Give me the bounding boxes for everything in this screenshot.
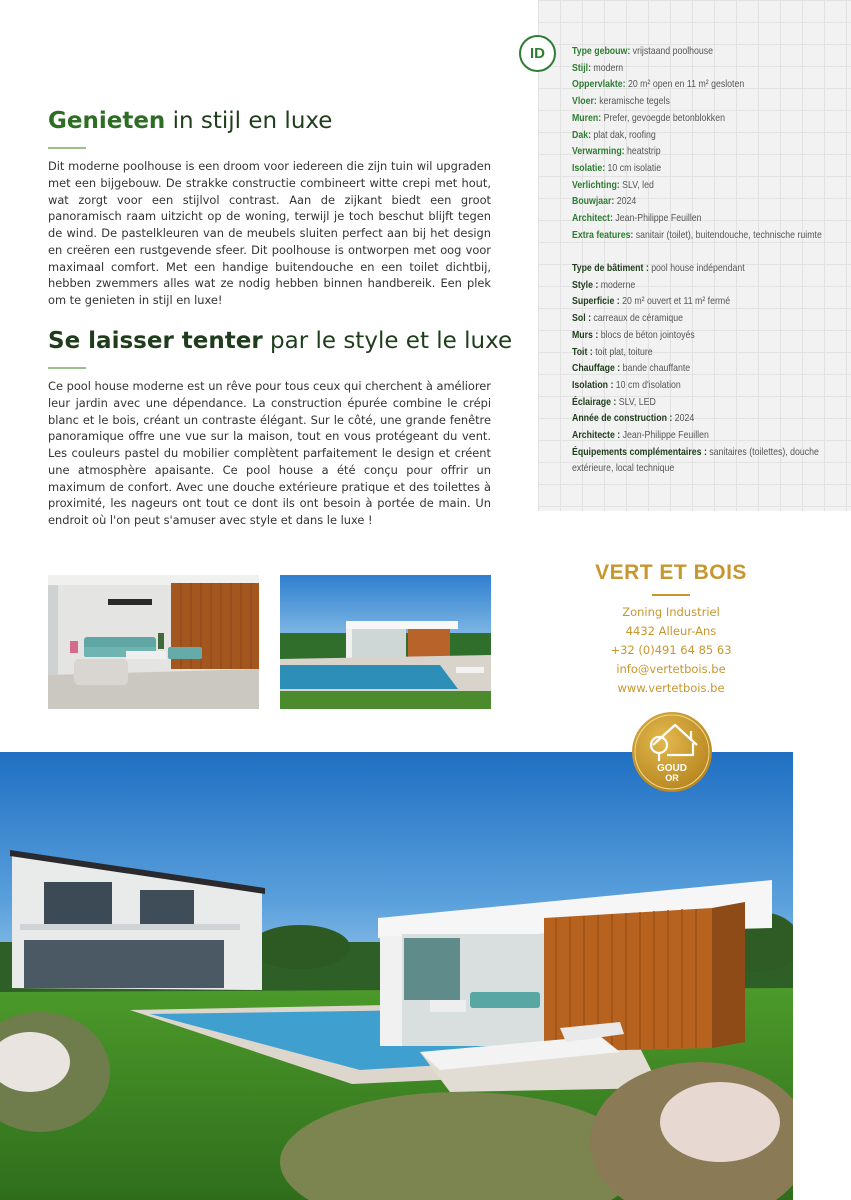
spec-row (572, 278, 804, 295)
company-phone[interactable]: +32 (0)491 64 85 63 (610, 643, 732, 657)
spec-row (572, 345, 804, 362)
spec-row (572, 311, 804, 328)
spec-row (572, 128, 804, 145)
spec-row (572, 228, 830, 245)
spec-key: Sol : (572, 313, 591, 325)
award-line-2: OR (665, 773, 679, 783)
spec-key: Dak: (572, 129, 592, 141)
spec-key: Superficie : (572, 296, 620, 308)
company-rule (652, 594, 690, 596)
fr-heading-bold: Se laisser tenter (48, 328, 263, 354)
nl-heading-rule (48, 147, 86, 149)
spec-value: plat dak, roofing (591, 129, 656, 141)
spec-value: SLV, led (619, 179, 654, 191)
id-badge: ID (519, 35, 556, 72)
spec-row (572, 395, 804, 412)
company-email[interactable]: info@vertetbois.be (616, 662, 726, 676)
company-address-2: 4432 Alleur-Ans (625, 624, 717, 638)
spec-row (572, 77, 804, 94)
spec-key: Bouwjaar: (572, 196, 615, 208)
spec-value: blocs de béton jointoyés (598, 329, 695, 341)
spec-key: Type de bâtiment : (572, 263, 649, 274)
award-line-1: GOUD (657, 763, 687, 774)
spec-key: Style : (572, 279, 599, 291)
spec-key: Éclairage : (572, 396, 617, 408)
spec-list-fr (572, 261, 819, 478)
spec-row (572, 445, 830, 478)
fr-heading-rest: par le style et le luxe (262, 328, 513, 354)
spec-key: Isolation : (572, 379, 614, 391)
spec-value: sanitaires (toilettes), douche extérieure, local technique (572, 446, 819, 475)
spec-row (572, 61, 804, 78)
gold-award-badge (631, 711, 713, 793)
company-address-1: Zoning Industriel (622, 605, 720, 619)
spec-key: Extra features: (572, 229, 634, 241)
company-website[interactable]: www.vertetbois.be (617, 681, 725, 695)
spec-key: Isolatie: (572, 162, 606, 174)
spec-row (572, 144, 804, 161)
spec-list-nl (572, 44, 822, 244)
spec-key: Toit : (572, 346, 593, 358)
nl-body: Dit moderne poolhouse is een droom voor iedereen die zijn tuin wil upgraden met een bijgebouw. De strakke constructie combineert witte crepi met hout, wat zorgt voor een stijlvol contrast. Aan de zijkant biedt een groot panoramisch raam uitzicht op de woning, terwijl je toch beschut blijft tegen de wind. De pastelkleuren van de meubels sluiten perfect aan bij het design en creëren een rustgevende sfeer. Dit poolhouse is ontworpen met oog voor maximaal comfort. Met een handige buitendouche en een toilet dichtbij, hebben zwemmers alles wat ze nodig hebben binnen handbereik. Een plek om te genieten in stijl en luxe! (48, 159, 491, 307)
spec-key: Vloer: (572, 96, 597, 108)
spec-key: Chauffage : (572, 363, 621, 375)
nl-heading-rest: in stijl en luxe (165, 108, 333, 134)
spec-value: 10 cm d'isolation (613, 379, 681, 391)
spec-value: pool house indépendant (648, 263, 745, 274)
spec-value: vrijstaand poolhouse (630, 46, 714, 57)
spec-row (572, 211, 804, 228)
spec-value: Jean-Philippe Feuillen (612, 213, 702, 225)
spec-key: Type gebouw: (572, 46, 631, 57)
spec-value: 2024 (672, 413, 695, 425)
spec-value: 20 m² open en 11 m² gesloten (625, 79, 745, 91)
spec-value: Jean-Philippe Feuillen (620, 430, 709, 442)
spec-key: Verwarming: (572, 146, 625, 158)
spec-row (572, 94, 804, 111)
spec-row (572, 294, 804, 311)
spec-value: carreaux de céramique (590, 313, 684, 325)
spec-row (572, 194, 804, 211)
spec-value: keramische tegels (596, 96, 670, 108)
pool-photo (280, 575, 491, 709)
interior-photo (48, 575, 259, 709)
spec-value: bande chauffante (620, 363, 691, 375)
spec-value: sanitair (toilet), buitendouche, technische ruimte (633, 229, 822, 241)
nl-heading-bold: Genieten (48, 108, 166, 134)
spec-key: Équipements complémentaires : (572, 446, 707, 458)
company-name: VERT ET BOIS (595, 561, 747, 584)
spec-value: 10 cm isolatie (605, 162, 662, 174)
spec-key: Année de construction : (572, 413, 673, 425)
company-contact (560, 603, 782, 698)
spec-row (572, 411, 804, 428)
fr-heading-rule (48, 367, 86, 369)
spec-key: Oppervlakte: (572, 79, 626, 91)
spec-value: Prefer, gevoegde betonblokken (601, 112, 725, 124)
spec-value: moderne (598, 279, 636, 291)
spec-key: Stijl: (572, 62, 591, 74)
spec-value: toit plat, toiture (592, 346, 653, 358)
nl-heading (48, 108, 332, 134)
spec-key: Muren: (572, 112, 602, 124)
spec-key: Murs : (572, 329, 599, 341)
spec-row (572, 261, 804, 278)
spec-row (572, 328, 804, 345)
spec-value: 2024 (614, 196, 637, 208)
spec-value: modern (590, 62, 624, 74)
spec-value: heatstrip (624, 146, 661, 158)
hero-photo (0, 752, 793, 1200)
spec-key: Architecte : (572, 430, 621, 442)
spec-row (572, 428, 804, 445)
spec-row (572, 178, 804, 195)
spec-row (572, 44, 804, 61)
spec-row (572, 161, 804, 178)
fr-heading (48, 328, 512, 354)
spec-value: 20 m² ouvert et 11 m² fermé (619, 296, 731, 308)
spec-value: SLV, LED (616, 396, 656, 408)
spec-row (572, 378, 804, 395)
spec-key: Architect: (572, 213, 613, 225)
fr-body: Ce pool house moderne est un rêve pour tous ceux qui cherchent à améliorer leur jardin avec une dépendance. La construction épurée combine le crépi blanc et le bois, créant un contraste élégant. Sur le côté, une grande fenêtre panoramique offre une vue sur la maison, tout en vous protégeant du vent. Les couleurs pastel du mobilier complètent parfaitement le design et créent une atmosphère apaisante. Ce pool house a été conçu pour offrir un maximum de confort. Avec une douche extérieure pratique et des toilettes à proximité, les nageurs ont tout ce dont ils ont besoin à portée de main. Un endroit où l'on peut s'amuser avec style et dans le luxe ! (48, 379, 491, 527)
spec-key: Verlichting: (572, 179, 620, 191)
spec-row (572, 111, 804, 128)
spec-row (572, 361, 804, 378)
